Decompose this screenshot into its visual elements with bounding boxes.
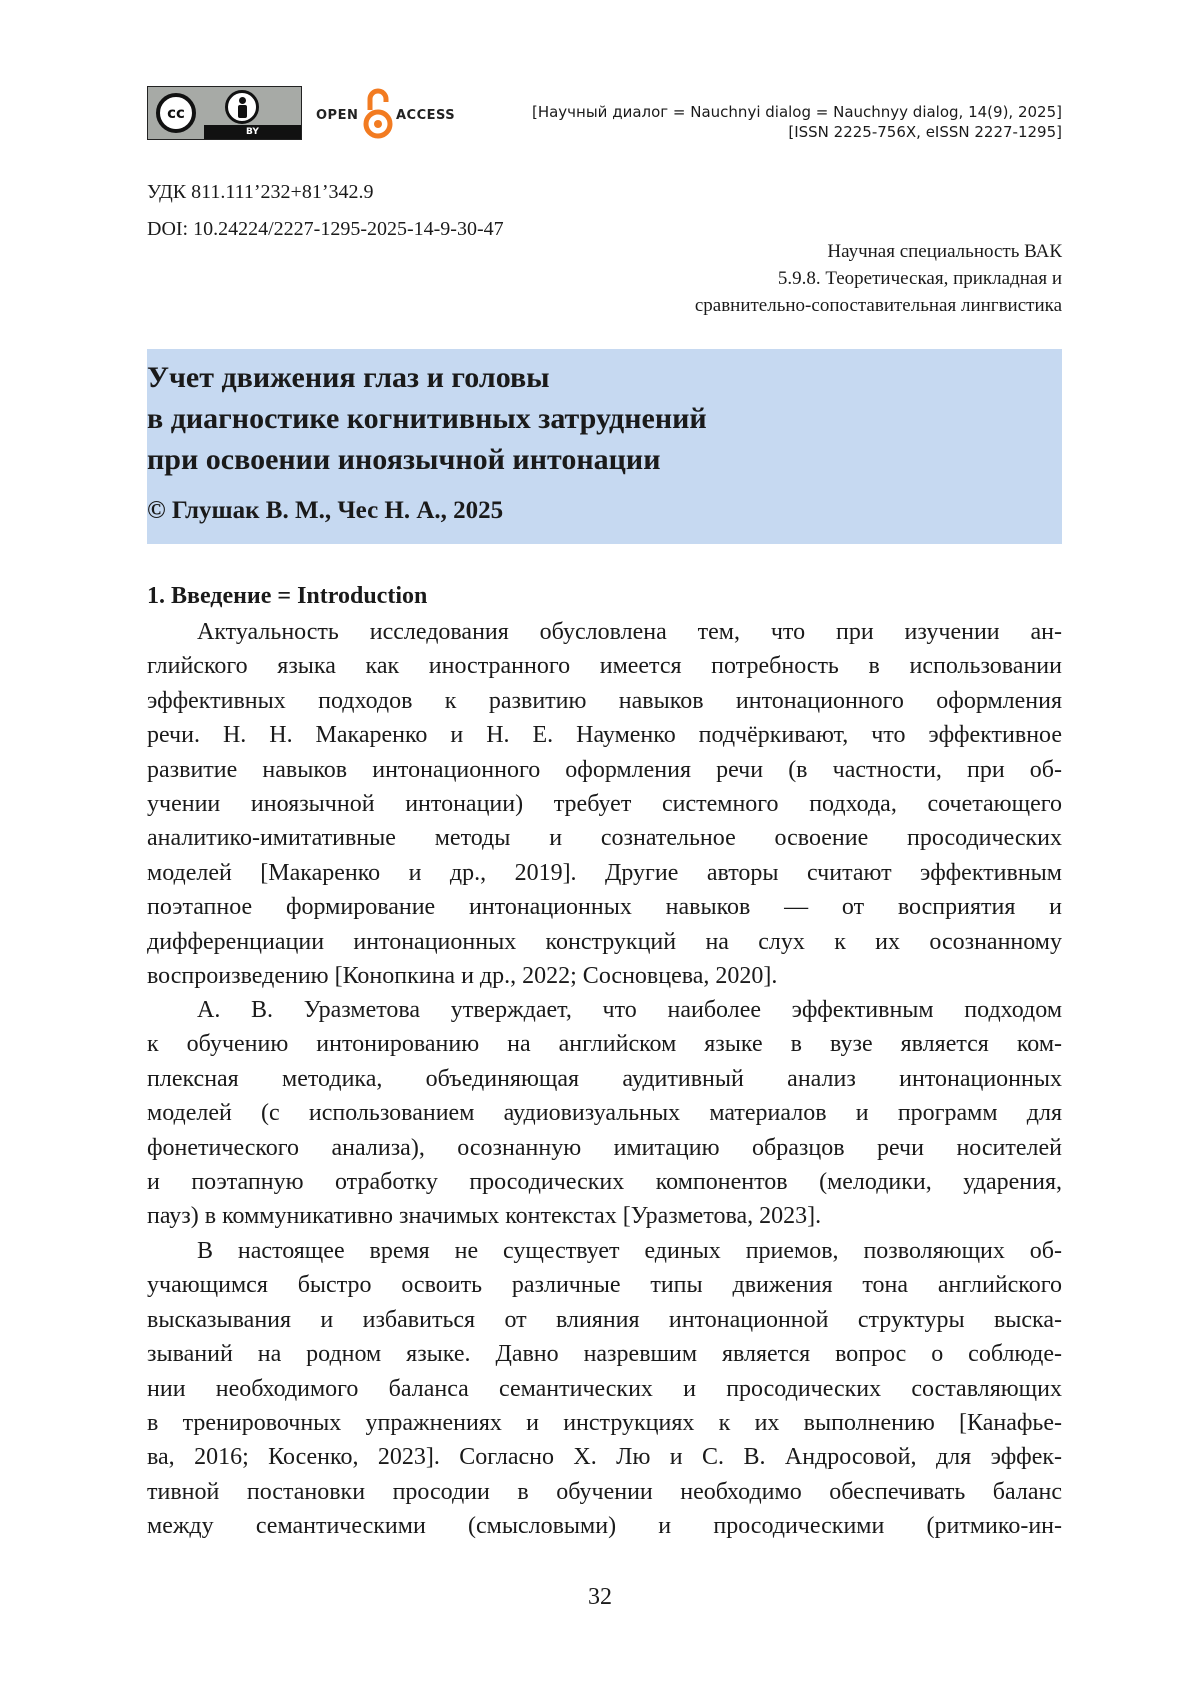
text-line: моделей (с использованием аудиовизуальных материалов и программ для [147, 1100, 1062, 1127]
text-line: воспроизведению [Конопкина и др., 2022; Сосновцева, 2020]. [147, 962, 778, 989]
article-meta [147, 174, 504, 248]
journal-issn-line: [ISSN 2225-756X, eISSN 2227-1295] [788, 123, 1062, 141]
text-line: аналитико-имитативные методы и сознательное освоение просодических [147, 825, 1062, 852]
section-heading: 1. Введение = Introduction [147, 583, 428, 609]
article-title-line: при освоении иноязычной интонации [147, 443, 661, 476]
article-title-line: Учет движения глаз и головы [147, 361, 550, 394]
text-line: А. В. Уразметова утверждает, что наиболее эффективным подходом [197, 997, 1062, 1023]
text-line: ва, 2016; Косенко, 2023]. Согласно Х. Лю и С. В. Андросовой, для эффек- [147, 1444, 1062, 1471]
text-line: фонетического анализа), осознанную имитацию образцов речи носителей [147, 1134, 1062, 1161]
creative-commons-icon: cc [156, 93, 196, 133]
text-line: моделей [Макаренко и др., 2019]. Другие авторы считают эффективным [147, 859, 1062, 886]
text-line: зываний на родном языке. Давно назревшим является вопрос о соблюде- [147, 1341, 1062, 1368]
text-line: тивной постановки просодии в обучении необходимо обеспечивать баланс [147, 1478, 1062, 1505]
paragraph [147, 993, 1062, 1234]
cc-by-license-badge[interactable] [147, 86, 302, 140]
article-title-line: в диагностике когнитивных затруднений [147, 402, 707, 435]
by-label: BY [204, 125, 301, 139]
specialty-line: сравнительно-сопоставительная лингвистика [694, 295, 1062, 316]
text-line: Актуальность исследования обусловлена тем, что при изучении ан- [197, 619, 1062, 645]
article-authors: © Глушак В. М., Чес Н. А., 2025 [147, 497, 504, 524]
text-line: в тренировочных упражнениях и инструкциях к их выполнению [Канафье- [147, 1409, 1062, 1436]
text-line: дифференциации интонационных конструкций на слух к их осознанному [147, 928, 1062, 955]
attribution-person-icon [225, 90, 259, 124]
text-line: нии необходимого баланса семантических и просодических составляющих [147, 1375, 1062, 1402]
doi-link[interactable]: DOI: 10.24224/2227-1295-2025-14-9-30-47 [147, 218, 504, 240]
text-line: речи. Н. Н. Макаренко и Н. Е. Науменко подчёркивают, что эффективное [147, 722, 1062, 749]
text-line: глийского языка как иностранного имеется потребность в использовании [147, 653, 1062, 680]
open-access-logo [316, 86, 456, 140]
page-number: 32 [588, 1584, 612, 1610]
text-line: высказывания и избавиться от влияния интонационной структуры выска- [147, 1306, 1062, 1333]
journal-citation-line: [Научный диалог = Nauchnyi dialog = Nauchnyy dialog, 14(9), 2025] [531, 103, 1062, 121]
text-line: эффективных подходов к развитию навыков интонационного оформления [147, 687, 1062, 714]
text-line: развитие навыков интонационного оформления речи (в частности, при об- [147, 756, 1062, 783]
text-line: поэтапное формирование интонационных навыков — от восприятия и [147, 894, 1062, 921]
text-line: к обучению интонированию на английском языке в вузе является ком- [147, 1031, 1062, 1058]
paragraph [147, 615, 1062, 993]
text-line: плексная методика, объединяющая аудитивный анализ интонационных [147, 1065, 1062, 1092]
specialty-line: 5.9.8. Теоретическая, прикладная и [777, 268, 1062, 289]
text-line: и поэтапную отработку просодических компонентов (мелодики, ударения, [147, 1168, 1062, 1195]
text-line: В настоящее время не существует единых приемов, позволяющих об- [197, 1238, 1062, 1264]
text-line: между семантическими (смысловыми) и просодическими (ритмико-ин- [147, 1513, 1062, 1540]
open-access-lock-icon [362, 86, 394, 140]
text-line: учающимся быстро освоить различные типы движения тона английского [147, 1272, 1062, 1299]
title-block [147, 349, 1062, 544]
journal-citation [532, 102, 1062, 142]
text-line: пауз) в коммуникативно значимых контекстах [Уразметова, 2023]. [147, 1203, 822, 1230]
scientific-specialty [695, 238, 1062, 319]
text-line: учении иноязычной интонации) требует системного подхода, сочетающего [147, 790, 1062, 817]
udc-code: УДК 811.111’232+81’342.9 [147, 181, 374, 203]
open-access-open-text: OPEN [316, 108, 359, 123]
open-access-access-text: ACCESS [396, 108, 456, 123]
paragraph [147, 1234, 1062, 1544]
specialty-line: Научная специальность ВАК [827, 241, 1062, 262]
